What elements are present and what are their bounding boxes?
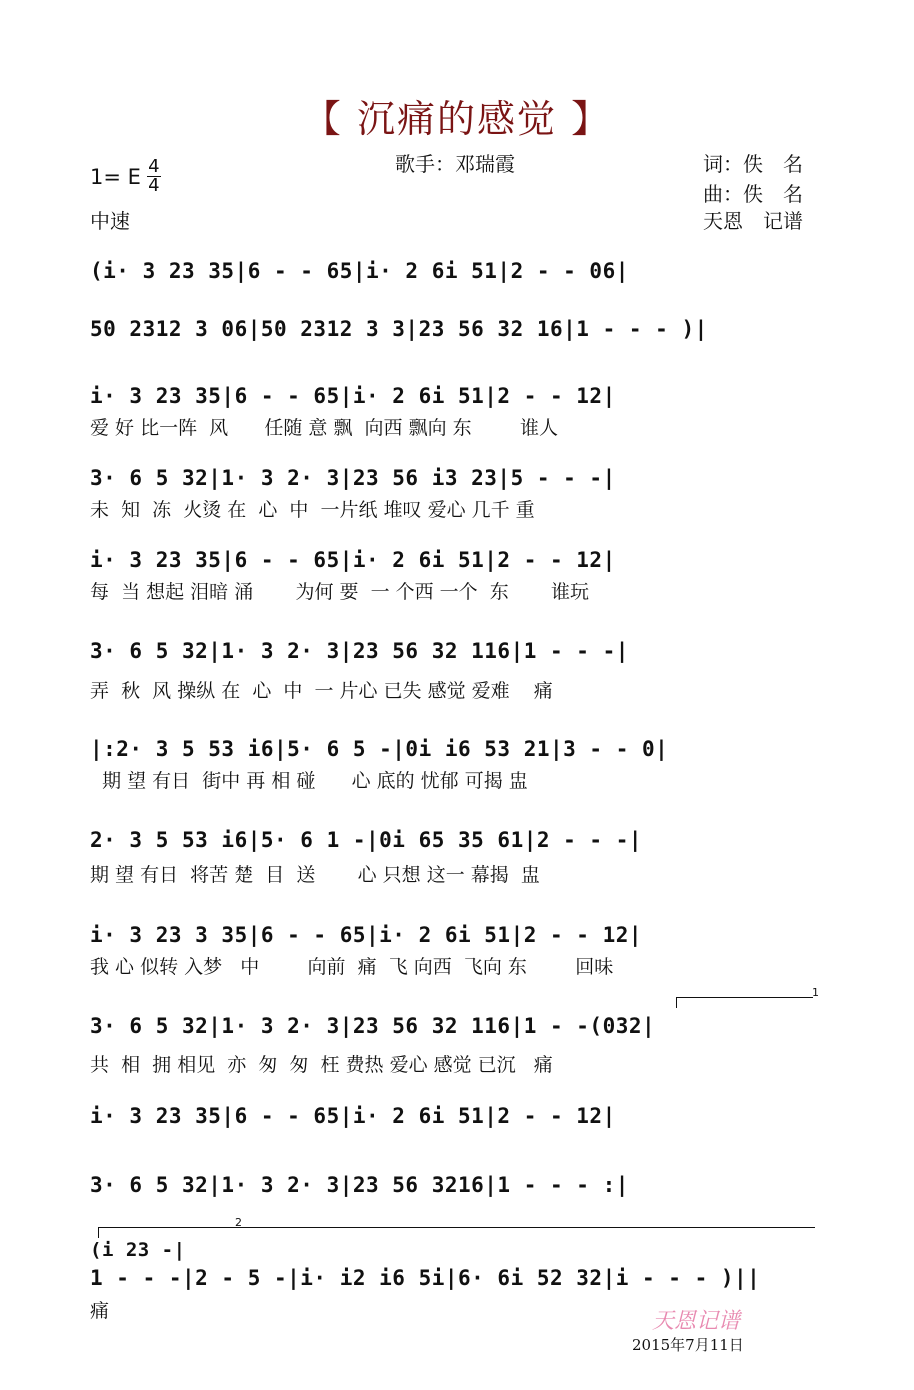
lyric-row-8: 期 望 有日 将苦 楚 目 送 心 只想 这一 幕揭 盅 <box>90 864 540 886</box>
score-row-7: |:2· 3 5 53 i6|5· 6 5 -|0i i6 53 21|3 - - 0| <box>90 737 669 761</box>
score-row-9: i· 3 23 3 35|6 - - 65|i· 2 6i 51|2 - - 12| <box>90 923 643 947</box>
score-row-10: 3· 6 5 32|1· 3 2· 3|23 56 32 116|1 - -(032| <box>90 1014 656 1038</box>
lyric-row-7: 期 望 有日 街中 再 相 碰 心 底的 忧郁 可揭 盅 <box>90 770 528 792</box>
tempo-marking: 中速 <box>90 209 130 233</box>
lyric-row-6: 弄 秋 风 操纵 在 心 中 一 片心 已失 感觉 爱难 痛 <box>90 680 553 702</box>
volta-2-label: 2 <box>235 1216 242 1229</box>
transcriber-credit: 天恩 记谱 <box>703 209 803 233</box>
score-row-13: (i 23 -| <box>90 1239 186 1261</box>
score-row-1: (i· 3 23 35|6 - - 65|i· 2 6i 51|2 - - 06| <box>90 259 629 283</box>
time-denominator: 4 <box>148 175 160 196</box>
lyric-row-9: 我 心 似转 入梦 中 向前 痛 飞 向西 飞向 东 回味 <box>90 956 614 978</box>
lyric-row-14: 痛 <box>90 1300 110 1322</box>
composer-credit: 曲：佚 名 <box>703 182 803 206</box>
score-row-12: 3· 6 5 32|1· 3 2· 3|23 56 3216|1 - - - :| <box>90 1173 629 1197</box>
lyric-row-5: 每 当 想起 泪暗 涌 为何 要 一 个西 一个 东 谁玩 <box>90 581 590 603</box>
singer-credit: 歌手：邓瑞霞 <box>395 152 515 176</box>
lyric-row-4: 未 知 冻 火烫 在 心 中 一片纸 堆叹 爱心 几千 重 <box>90 499 535 521</box>
score-row-8: 2· 3 5 53 i6|5· 6 1 -|0i 65 35 61|2 - - -| <box>90 828 643 852</box>
lyricist-credit: 词：佚 名 <box>703 152 803 176</box>
lyric-row-10: 共 相 拥 相见 亦 匆 匆 枉 费热 爱心 感觉 已沉 痛 <box>90 1054 553 1076</box>
score-row-5: i· 3 23 35|6 - - 65|i· 2 6i 51|2 - - 12| <box>90 548 616 572</box>
time-signature <box>147 158 161 195</box>
score-row-4: 3· 6 5 32|1· 3 2· 3|23 56 i3 23|5 - - -| <box>90 466 616 490</box>
score-row-11: i· 3 23 35|6 - - 65|i· 2 6i 51|2 - - 12| <box>90 1104 616 1128</box>
volta-1-label: 1 <box>812 986 819 999</box>
lyric-row-3: 爱 好 比一阵 风 任随 意 飘 向西 飘向 东 谁人 <box>90 417 558 439</box>
key-signature <box>90 158 161 195</box>
time-numerator: 4 <box>148 156 160 177</box>
score-row-6: 3· 6 5 32|1· 3 2· 3|23 56 32 116|1 - - -| <box>90 639 629 663</box>
key-label: 1= E <box>90 164 141 189</box>
score-row-3: i· 3 23 35|6 - - 65|i· 2 6i 51|2 - - 12| <box>90 384 616 408</box>
score-row-14: 1 - - -|2 - 5 -|i· i2 i6 5i|6· 6i 52 32|i - - - )|| <box>90 1266 761 1290</box>
transcription-date: 2015年7月11日 <box>632 1336 744 1354</box>
transcriber-stamp: 天恩记谱 <box>652 1309 741 1334</box>
score-row-2: 50 2312 3 06|50 2312 3 3|23 56 32 16|1 - - - )| <box>90 317 708 341</box>
song-title: 【 沉痛的感觉 】 <box>302 97 612 141</box>
